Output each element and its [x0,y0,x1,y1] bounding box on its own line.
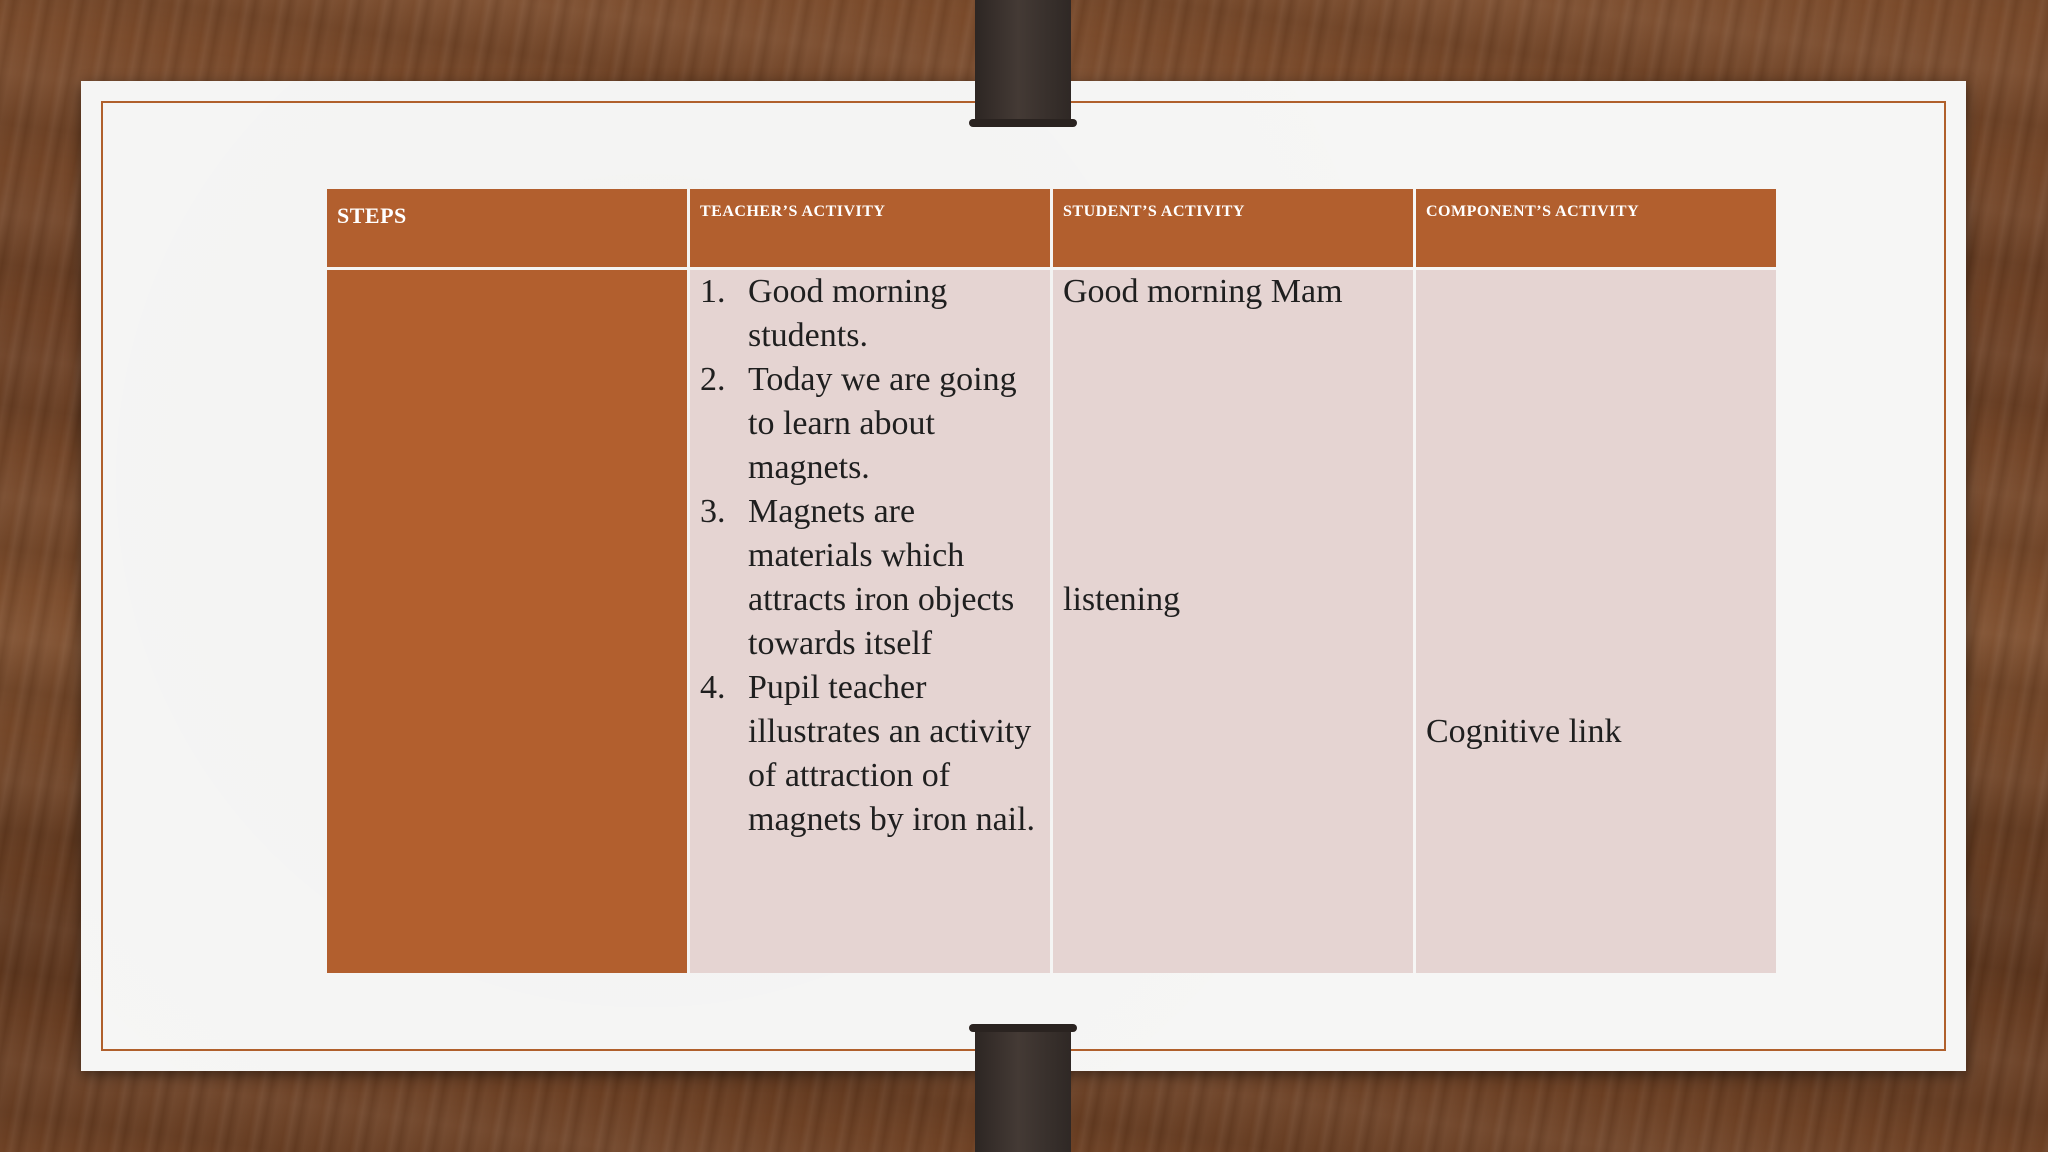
list-item: Today we are going to learn about magnets. [748,361,1017,486]
header-teacher-activity: TEACHER’S ACTIVITY [690,189,1050,267]
bottom-clip [975,1026,1071,1152]
header-component-activity: COMPONENT’S ACTIVITY [1416,189,1776,267]
student-activity-cell [1053,270,1413,973]
student-greeting: Good morning Mam [1063,273,1343,310]
teacher-activity-list [700,270,1040,842]
top-clip [975,0,1071,125]
header-student-activity: STUDENT’S ACTIVITY [1053,189,1413,267]
lesson-plan-table [324,186,1779,976]
table-row [327,270,1776,973]
component-activity-cell [1416,270,1776,973]
header-steps: STEPS [327,189,687,267]
list-item: Good morning students. [748,273,948,354]
component-cognitive-link: Cognitive link [1426,713,1622,750]
steps-cell [327,270,687,973]
list-item: Magnets are materials which attracts iron objects towards itself [748,493,1015,662]
header-row [327,189,1776,267]
teacher-activity-cell [690,270,1050,973]
list-item: Pupil teacher illustrates an activity of attraction of magnets by iron nail. [748,669,1036,838]
spacer [1426,270,1766,710]
spacer [1063,314,1403,578]
student-listening: listening [1063,581,1181,618]
